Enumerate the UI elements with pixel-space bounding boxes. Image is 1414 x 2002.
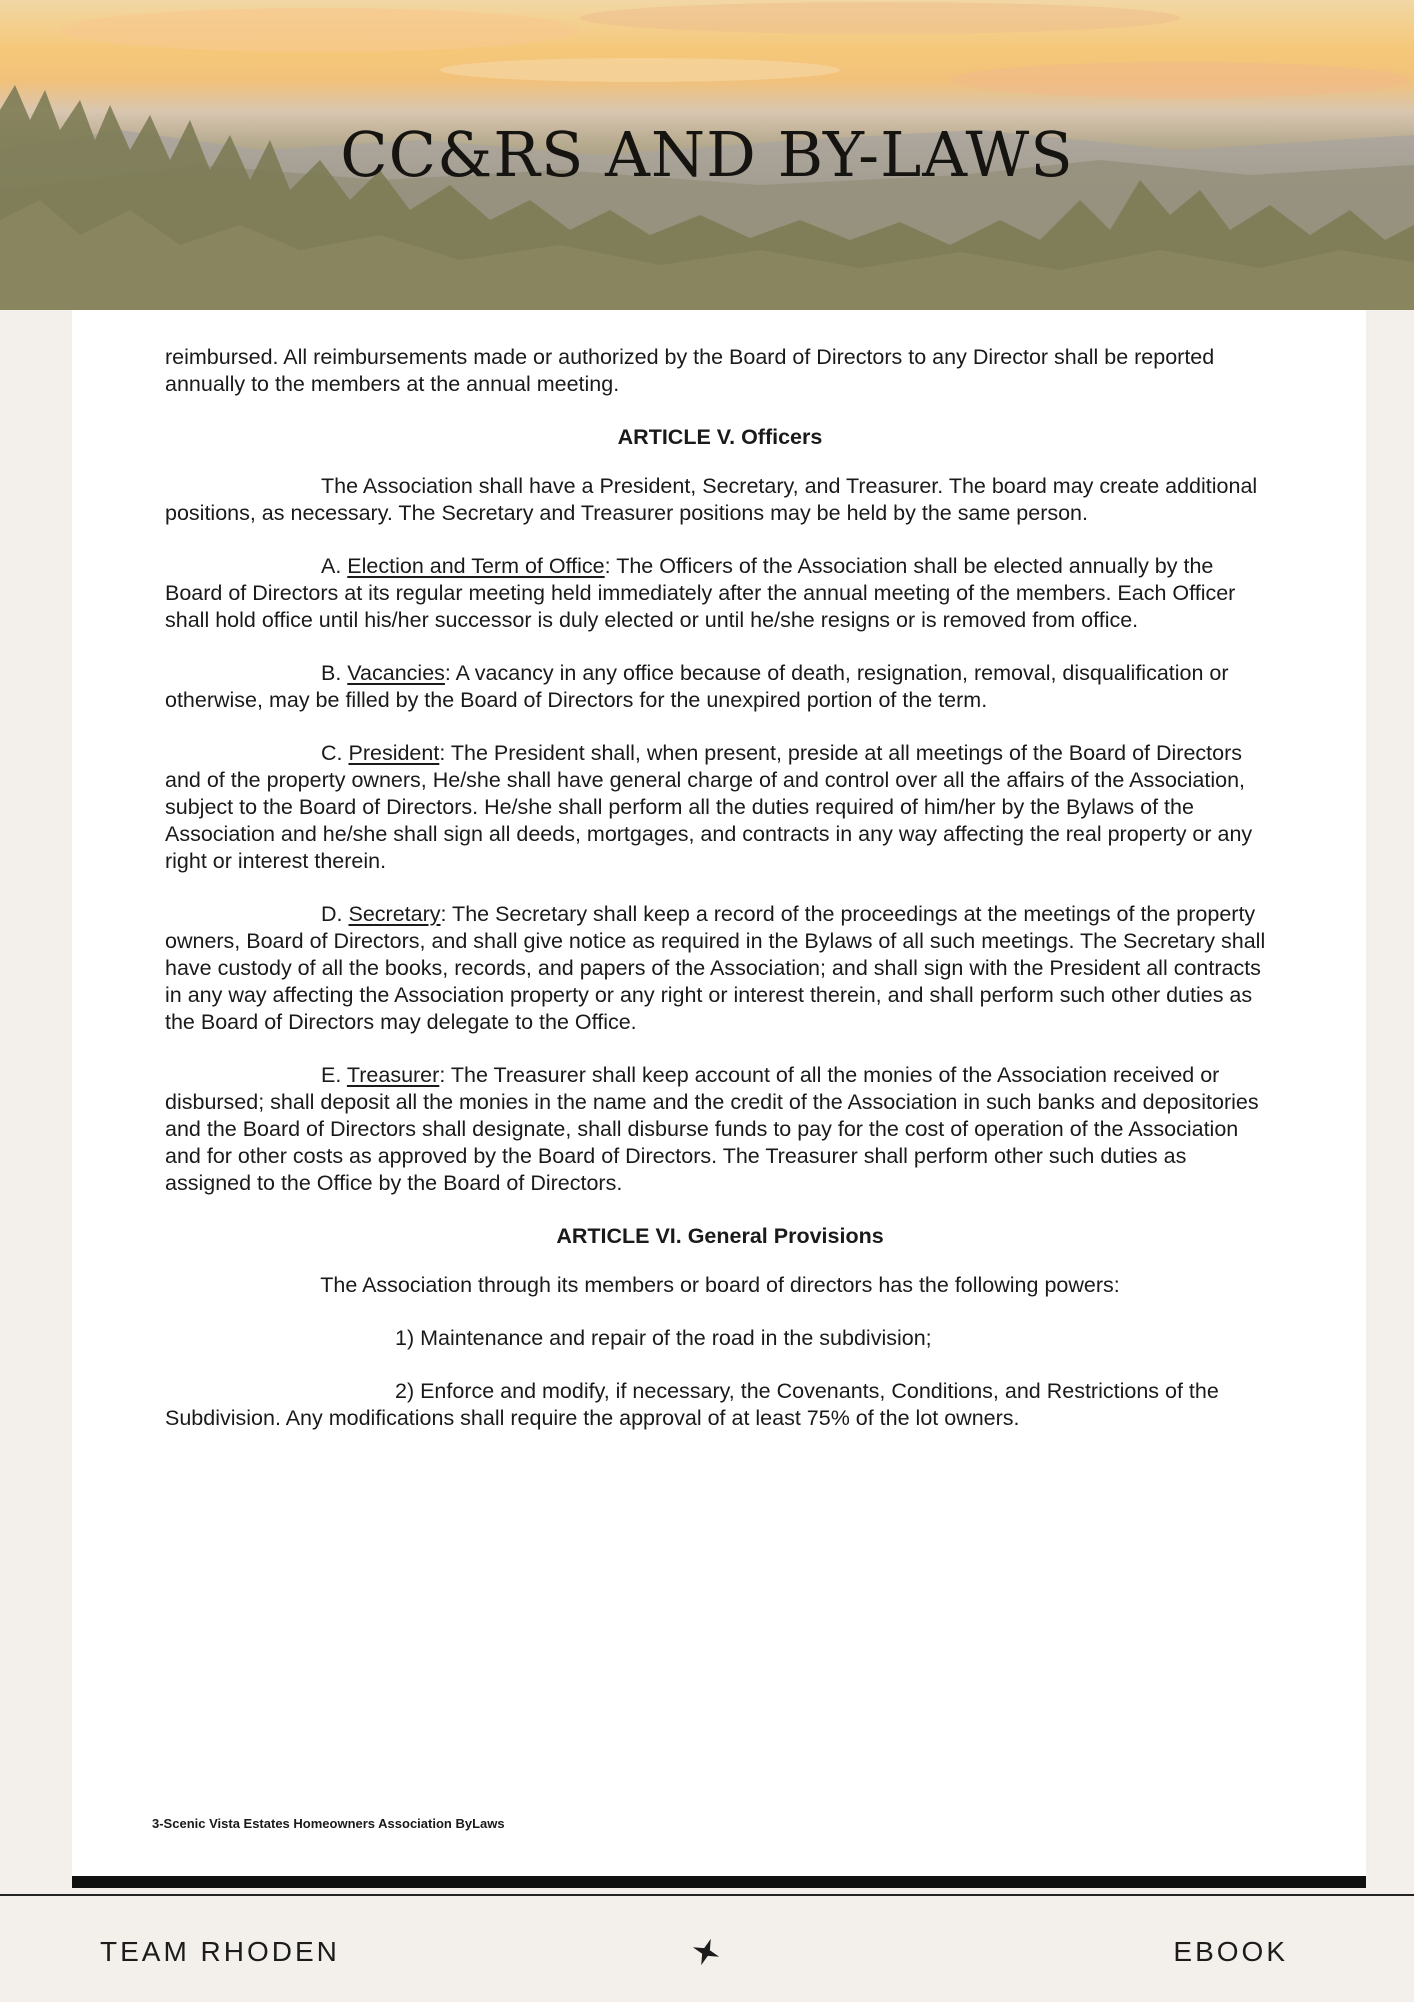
power-item-1: 1) Maintenance and repair of the road in the subdivision; [395,1326,932,1350]
officers-paragraph: The Association shall have a President, Secretary, and Treasurer. The board may create additional positions, as necessary. The Secretary and Treasurer positions may be held by the same person. [165,474,1258,525]
section-a [165,553,1275,634]
section-e-label: Treasurer [346,1063,440,1087]
section-c-prefix: C. [321,741,349,765]
page-footer [0,1894,1414,2002]
header-banner [0,0,1414,310]
footer-brand: TEAM RHODEN [100,1936,340,1967]
article-vi-heading: ARTICLE VI. General Provisions [556,1224,884,1248]
section-c-text: : The President shall, when present, preside at all meetings of the Board of Directors and of the property owners, He/she shall have general charge of and control over all the affairs of the Association, subject to the Board of Directors. He/she shall perform all the duties required of him/her by the Bylaws of the Association and he/she shall sign all deeds, mortgages, and contracts in any way affecting the real property or any right or interest therein. [165,741,1253,873]
section-d-prefix: D. [321,902,349,926]
powers-paragraph: The Association through its members or board of directors has the following powers: [320,1273,1120,1297]
power-item-2: 2) Enforce and modify, if necessary, the Covenants, Conditions, and Restrictions of the Subdivision. Any modifications shall require the approval of at least 75% of the lot owners. [165,1379,1219,1430]
intro-paragraph: reimbursed. All reimbursements made or authorized by the Board of Directors to any Director shall be reported annually to the members at the annual meeting. [165,345,1215,396]
section-c [165,740,1275,875]
section-a-prefix: A. [321,554,348,578]
section-d-label: Secretary [348,902,441,926]
page-edge-shadow [72,1876,1366,1888]
document-footer-note: 3-Scenic Vista Estates Homeowners Association ByLaws [152,1816,505,1831]
section-b-text: : A vacancy in any office because of death, resignation, removal, disqualification or otherwise, may be filled by the Board of Directors for the unexpired portion of the term. [165,661,1229,712]
document-body [165,344,1275,1458]
article-v-heading: ARTICLE V. Officers [617,425,823,449]
section-b [165,660,1275,714]
footer-ebook-label: EBOOK [1173,1936,1288,1967]
section-e-prefix: E. [321,1063,347,1087]
section-a-label: Election and Term of Office [347,554,605,578]
section-c-label: President [348,741,440,765]
section-d-text: : The Secretary shall keep a record of the proceedings at the meetings of the property owners, Board of Directors, and shall give notice as required in the Bylaws of all such meetings. The Secretary shall have custody of all the books, records, and papers of the Association; and shall sign with the President all contracts in any way affecting the Association property or any right or interest therein, and shall perform such other duties as the Board of Directors may delegate to the Office. [165,902,1266,1034]
section-a-text: : The Officers of the Association shall be elected annually by the Board of Directors at its regular meeting held immediately after the annual meeting of the members. Each Officer shall hold office until his/her successor is duly elected or until he/she resigns or is removed from office. [165,554,1236,632]
section-b-label: Vacancies [347,661,445,685]
section-e-text: : The Treasurer shall keep account of all the monies of the Association received or disbursed; shall deposit all the monies in the name and the credit of the Association in such banks and depositories and the Board of Directors shall designate, shall disburse funds to pay for the cost of operation of the Association and for other costs as approved by the Board of Directors. The Treasurer shall perform other such duties as assigned to the Office by the Board of Directors. [165,1063,1259,1195]
page-title: CC&RS AND BY-LAWS [340,118,1074,191]
section-b-prefix: B. [321,661,348,685]
section-d [165,901,1275,1036]
section-e [165,1062,1275,1197]
sparkle-star-icon [690,1936,722,1973]
